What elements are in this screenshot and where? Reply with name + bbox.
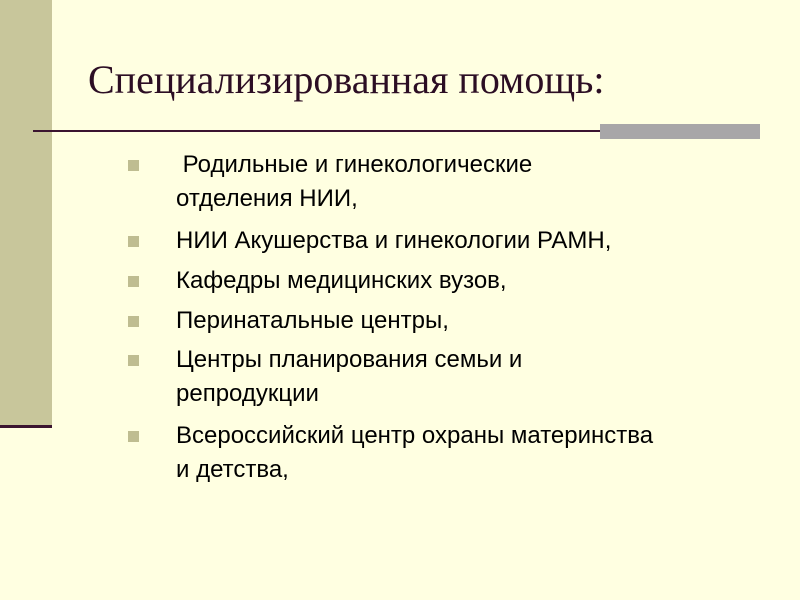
list-item-line: Центры планирования семьи и	[176, 346, 523, 373]
list-item-line: Всероссийский центр охраны материнства	[176, 422, 654, 449]
list-item-line: Кафедры медицинских вузов,	[176, 267, 507, 294]
list-item-line: отделения НИИ,	[176, 185, 358, 212]
left-sidebar-bar	[0, 0, 52, 428]
list-item-line: Родильные и гинекологические	[176, 151, 533, 178]
square-bullet-icon	[128, 355, 139, 366]
list-item-line: Перинатальные центры,	[176, 307, 449, 334]
square-bullet-icon	[128, 431, 139, 442]
slide-title: Специализированная помощь:	[88, 57, 605, 102]
list-item-line: репродукции	[176, 380, 319, 407]
square-bullet-icon	[128, 160, 139, 171]
title-accent-bar	[600, 124, 760, 139]
list-item-line: НИИ Акушерства и гинекологии РАМН,	[176, 227, 612, 254]
square-bullet-icon	[128, 236, 139, 247]
square-bullet-icon	[128, 316, 139, 327]
left-bar-underline	[0, 425, 52, 428]
square-bullet-icon	[128, 276, 139, 287]
list-item-line: и детства,	[176, 456, 289, 483]
